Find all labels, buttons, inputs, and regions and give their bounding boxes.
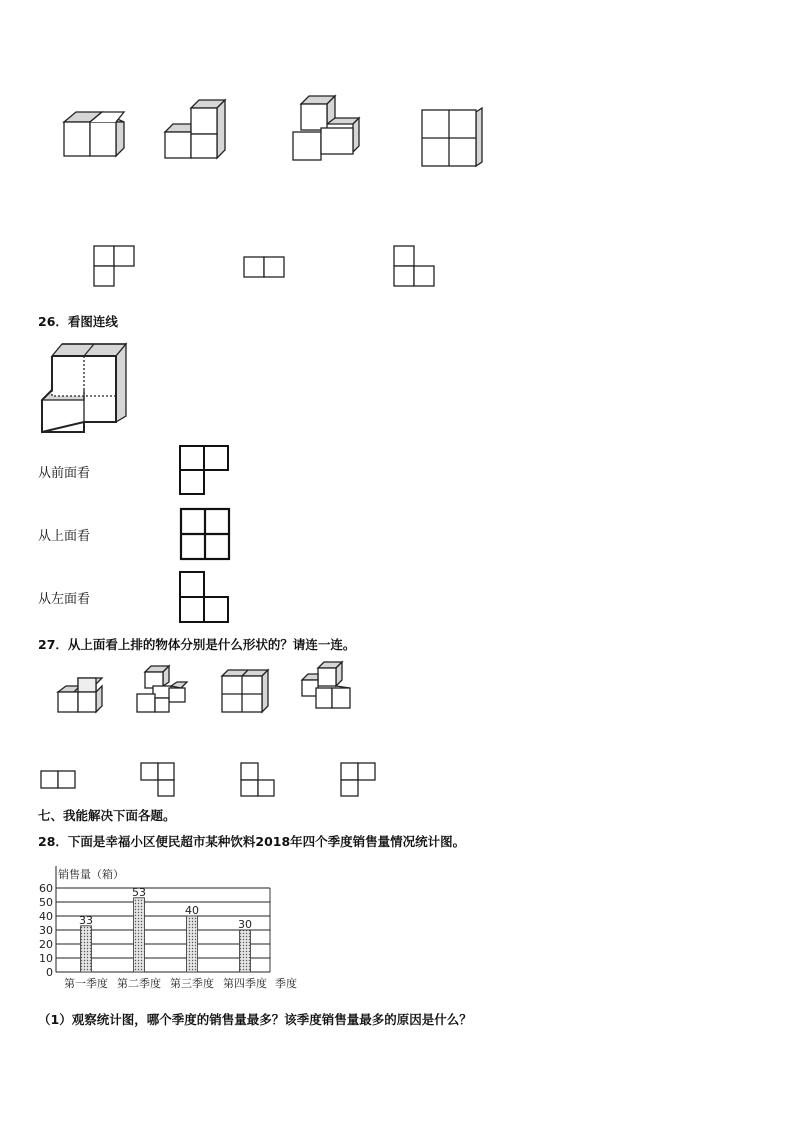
bar-第三季度 — [187, 916, 198, 972]
q27-cube-figure-4 — [300, 660, 354, 714]
label-top-view: 从上面看 — [38, 529, 91, 544]
x-axis-label: 季度 — [275, 977, 297, 990]
x-tick-label: 第二季度 — [117, 977, 161, 990]
cube-figure-3 — [291, 94, 363, 164]
cube-figure-1 — [60, 108, 130, 160]
q26-cube-figure — [38, 340, 130, 436]
y-tick-label: 20 — [39, 938, 53, 951]
view-shape-3 — [392, 244, 438, 288]
y-tick-label: 0 — [46, 966, 53, 979]
q26-view-shape-2 — [179, 507, 231, 561]
q27-view-shape-3 — [240, 762, 276, 798]
q27-view-shape-1 — [40, 770, 76, 790]
bar-第四季度 — [240, 930, 251, 972]
q27-view-shape-4 — [340, 762, 378, 798]
section-7-title: 七、我能解决下面各题。 — [38, 808, 176, 823]
x-tick-label: 第一季度 — [64, 977, 108, 990]
cube-figure-4 — [420, 104, 484, 168]
data-label: 33 — [79, 913, 93, 927]
cube-figure-2 — [163, 100, 229, 162]
data-label: 30 — [238, 918, 252, 931]
question-26-title: 26．看图连线 — [38, 314, 118, 329]
question-28-title: 28．下面是幸福小区便民超市某种饮料2018年四个季度销售量情况统计图。 — [38, 834, 466, 849]
view-shape-1 — [92, 244, 138, 288]
x-tick-label: 第四季度 — [223, 977, 267, 990]
bar-第一季度 — [81, 926, 92, 972]
y-axis-label: 销售量（箱） — [58, 868, 124, 881]
sales-bar-chart — [38, 860, 318, 996]
question-28-part-1: （1）观察统计图，哪个季度的销售量最多？该季度销售量最多的原因是什么？ — [38, 1012, 472, 1027]
y-tick-label: 50 — [39, 896, 53, 909]
view-shape-2 — [242, 255, 288, 279]
q27-cube-figure-2 — [135, 664, 189, 716]
label-front-view: 从前面看 — [38, 466, 91, 481]
q27-cube-figure-1 — [56, 676, 106, 714]
x-tick-label: 第三季度 — [170, 977, 214, 990]
y-tick-label: 10 — [39, 952, 53, 965]
bar-第二季度 — [134, 898, 145, 972]
y-tick-label: 40 — [39, 910, 53, 923]
data-label: 40 — [185, 904, 199, 917]
q27-cube-figure-3 — [220, 668, 270, 714]
q26-view-shape-3 — [178, 570, 230, 624]
question-27-title: 27．从上面看上排的物体分别是什么形状的？请连一连。 — [38, 637, 356, 652]
q27-view-shape-2 — [140, 762, 176, 798]
q26-view-shape-1 — [178, 444, 230, 496]
y-tick-label: 60 — [39, 882, 53, 895]
label-left-view: 从左面看 — [38, 592, 91, 607]
y-tick-label: 30 — [39, 924, 53, 937]
data-label: 53 — [132, 885, 146, 899]
